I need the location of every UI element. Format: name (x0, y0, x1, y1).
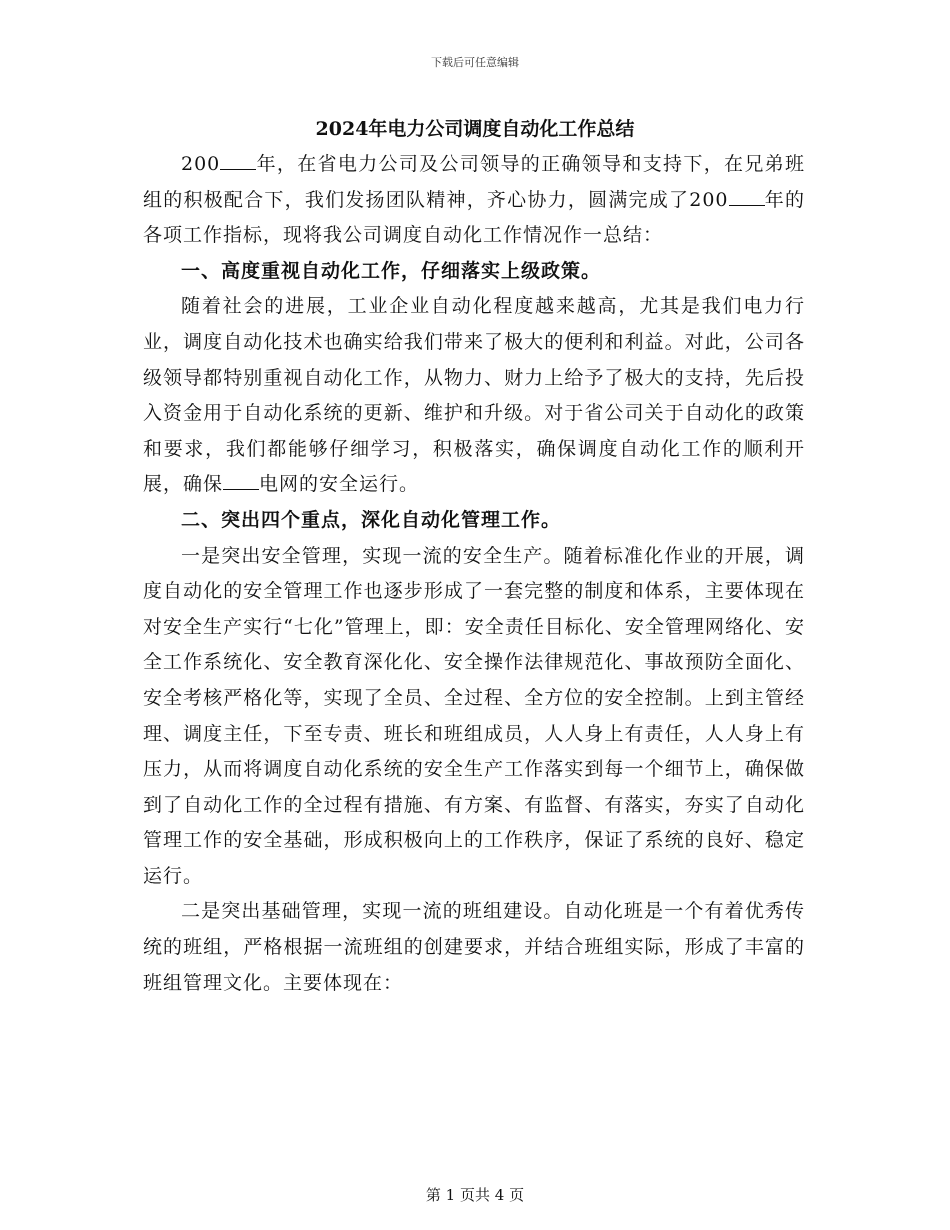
section1-text-2: 电网的安全运行。 (259, 473, 420, 496)
blank-line (223, 473, 259, 490)
intro-text-1: 200 (181, 153, 221, 175)
header-note: 下载后可任意编辑 (431, 56, 519, 69)
blank-line (220, 153, 256, 170)
section-heading-1: 一、高度重视自动化工作，仔细落实上级政策。 (181, 259, 602, 282)
section1-text-1: 随着社会的进展，工业企业自动化程度越来越高，尤其是我们电力行业，调度自动化技术也确实给我们带来了极大的便利和利益。对此，公司各级领导都特别重视自动化工作，从物力、财力上给予了极大的支持，先后投入资金用于自动化系统的更新、维护和升级。对于省公司关于自动化的政策和要求，我们都能够仔细学习，积极落实，确保调度自动化工作的顺利开展，确保 (143, 295, 805, 496)
page-number: 第 1 页共 4 页 (425, 1186, 525, 1204)
blank-line (729, 189, 765, 206)
document-body (143, 147, 805, 1001)
document-title: 2024年电力公司调度自动化工作总结 (315, 118, 635, 140)
section2-paragraph-2: 二是突出基础管理，实现一流的班组建设。自动化班是一个有着优秀传统的班组，严格根据一流班组的创建要求，并结合班组实际，形成了丰富的班组管理文化。主要体现在： (143, 900, 805, 994)
intro-text-3: 年的各项工作指标，现将我公司调度自动化工作情况作一总结： (143, 188, 805, 247)
section1-paragraph (143, 289, 805, 503)
intro-paragraph (143, 147, 805, 254)
section-heading-2: 二、突出四个重点，深化自动化管理工作。 (181, 508, 562, 531)
section2-paragraph-1: 一是突出安全管理，实现一流的安全生产。随着标准化作业的开展，调度自动化的安全管理工作也逐步形成了一套完整的制度和体系，主要体现在对安全生产实行“七化”管理上，即：安全责任目标化、安全管理网络化、安全工作系统化、安全教育深化化、安全操作法律规范化、事故预防全面化、安全考核严格化等，实现了全员、全过程、全方位的安全控制。上到主管经理、调度主任，下至专责、班长和班组成员，人人身上有责任，人人身上有压力，从而将调度自动化系统的安全生产工作落实到每一个细节上，确保做到了自动化工作的全过程有措施、有方案、有监督、有落实，夯实了自动化管理工作的安全基础，形成积极向上的工作秩序，保证了系统的良好、稳定运行。 (143, 544, 805, 887)
intro-text-2: 年，在省电力公司及公司领导的正确领导和支持下，在兄弟班组的积极配合下，我们发扬团队精神，齐心协力，圆满完成了200 (143, 153, 805, 211)
